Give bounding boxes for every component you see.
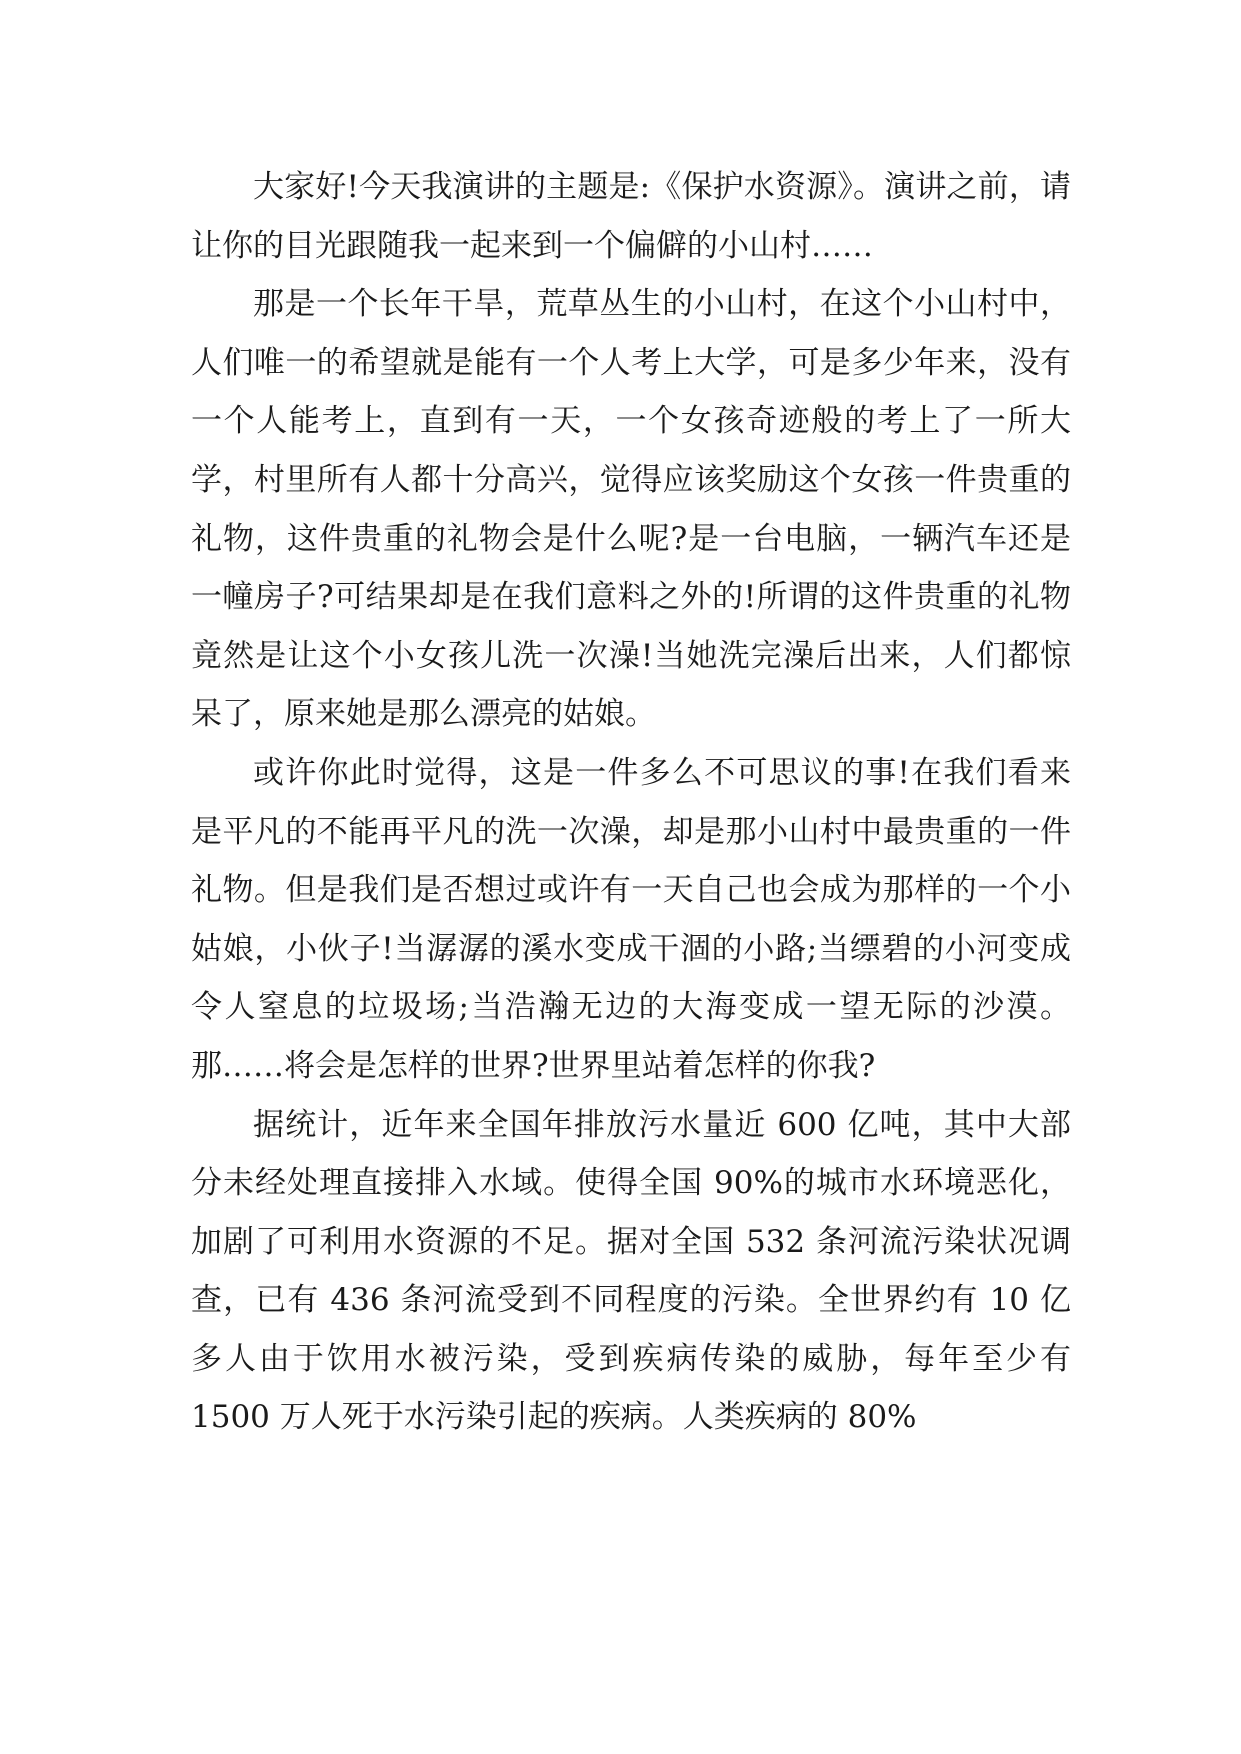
paragraph-statistics: 据统计，近年来全国年排放污水量近 600 亿吨，其中大部分未经处理直接排入水域。使得全国 90%的城市水环境恶化，加剧了可利用水资源的不足。据对全国 532 条河流污染状况调查，已有 436 条河流受到不同程度的污染。全世界约有 10 亿多人由于饮用水被污染，受到疾病传染的威胁，每年至少有 1500 万人死于水污染引起的疾病。人类疾病的 80% (191, 1106, 1071, 1436)
paragraph-intro: 大家好!今天我演讲的主题是:《保护水资源》。演讲之前，请让你的目光跟随我一起来到一个偏僻的小山村…… (191, 169, 1071, 264)
paragraph-village-story: 那是一个长年干旱，荒草丛生的小山村，在这个小山村中，人们唯一的希望就是能有一个人考上大学，可是多少年来，没有一个人能考上，直到有一天，一个女孩奇迹般的考上了一所大学，村里所有人都十分高兴，觉得应该奖励这个女孩一件贵重的礼物，这件贵重的礼物会是什么呢?是一台电脑，一辆汽车还是一幢房子?可结果却是在我们意料之外的!所谓的这件贵重的礼物竟然是让这个小女孩儿洗一次澡!当她洗完澡后出来，人们都惊呆了，原来她是那么漂亮的姑娘。 (191, 286, 1071, 733)
document-body (191, 158, 1071, 1447)
paragraph-reflection: 或许你此时觉得，这是一件多么不可思议的事!在我们看来是平凡的不能再平凡的洗一次澡，却是那小山村中最贵重的一件礼物。但是我们是否想过或许有一天自己也会成为那样的一个小姑娘，小伙子!当潺潺的溪水变成干涸的小路;当缥碧的小河变成令人窒息的垃圾场;当浩瀚无边的大海变成一望无际的沙漠。那……将会是怎样的世界?世界里站着怎样的你我? (191, 754, 1071, 1084)
